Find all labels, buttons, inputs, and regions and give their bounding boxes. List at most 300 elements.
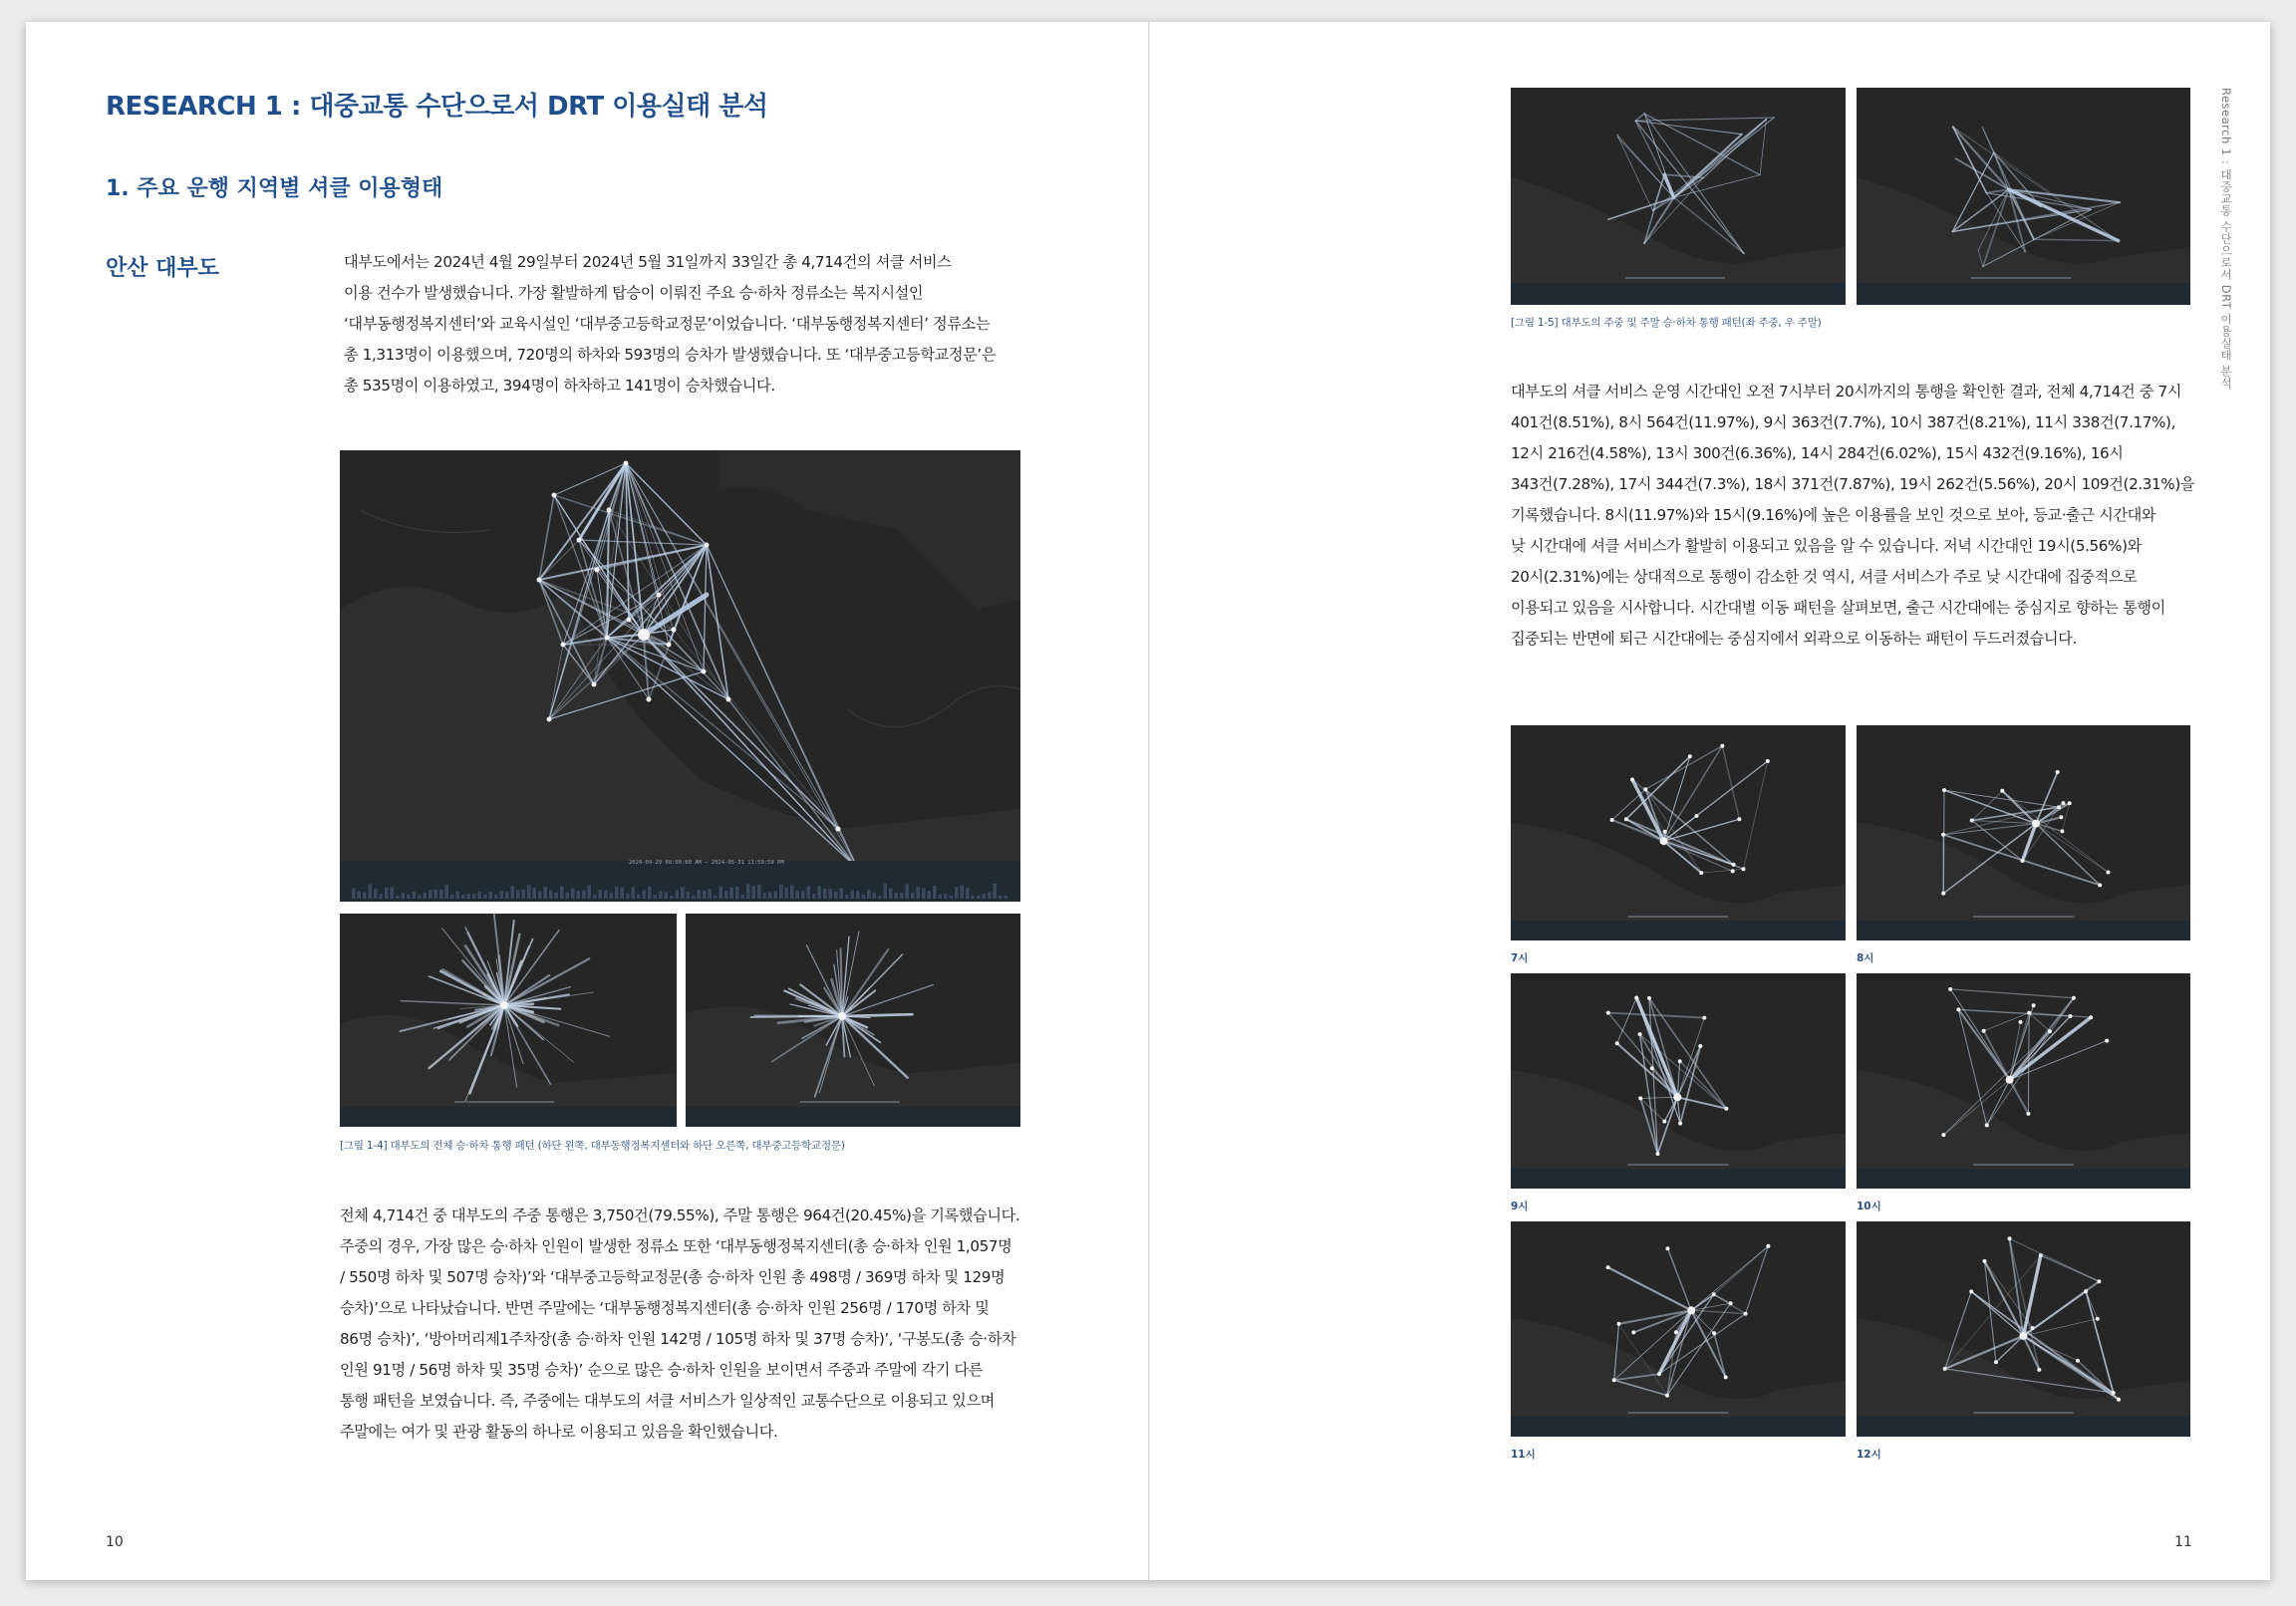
flow-line: [2010, 1080, 2029, 1114]
timeline-bar: [566, 893, 570, 899]
stop-node: [1994, 1360, 1998, 1364]
flow-line: [842, 985, 933, 1017]
stop-node: [2061, 801, 2065, 805]
flow-line: [1972, 820, 2036, 823]
timeline-bar: [709, 889, 713, 899]
timeline-bar: [692, 896, 696, 899]
timeline-bar: [785, 888, 789, 899]
analysis-line: 승차)’으로 나타났습니다. 반면 주말에는 ‘대부동행정복지센터(총 승·하차 인원 256명 / 170명 하차 및: [340, 1299, 990, 1317]
timeline-bar: [719, 887, 723, 899]
timeline-bar: [933, 886, 937, 899]
stop-node: [1612, 1378, 1616, 1382]
flow-line: [1635, 118, 1774, 121]
flow-line: [2029, 1013, 2050, 1032]
timeline-bar: [724, 891, 728, 899]
stop-node: [2037, 1368, 2041, 1372]
timeline-bar: [983, 894, 987, 899]
flow-line: [2023, 1255, 2040, 1336]
stop-node: [2026, 1112, 2030, 1116]
intro-line: 총 1,313명이 이용했으며, 720명의 하차와 593명의 승차가 발생했습니다. 또 ‘대부중고등학교정문’은: [344, 346, 997, 364]
timeline-bar: [746, 884, 750, 899]
stop-node: [1737, 817, 1741, 821]
analysis-paragraph-right: [1511, 377, 2198, 655]
stop-node: [1712, 1331, 1716, 1335]
timeline-bar: [407, 895, 411, 899]
timeline-bar: [654, 895, 658, 899]
flow-line: [1987, 1080, 2010, 1126]
flow-line: [2036, 824, 2108, 873]
analysis-line: 인원 91명 / 56명 하차 및 35명 승차)’ 순으로 많은 승·하차 인원을 보이면서 주중과 주말에 각기 다른: [340, 1361, 984, 1379]
stop-node: [2006, 1076, 2014, 1084]
map-hour-11: [1511, 1221, 1846, 1437]
flow-line: [2009, 189, 2119, 240]
timeline-bar: [917, 887, 921, 899]
flow-line: [1984, 1031, 2010, 1080]
flow-line: [2009, 189, 2092, 209]
stop-node: [2057, 805, 2061, 809]
flow-line: [1943, 790, 1944, 894]
intro-line: 총 535명이 이용하였고, 394명이 하차하고 141명이 승차했습니다.: [344, 377, 775, 395]
timeline-bar: [939, 895, 943, 899]
running-head: Research 1 : 대중교통 수단으로서 DRT 이용실태 분석: [2219, 88, 2233, 390]
stop-node: [1943, 1367, 1947, 1371]
timeline-bar: [752, 886, 756, 899]
timeline-bar: [966, 888, 970, 899]
timeline-bar: [615, 887, 619, 899]
timeline-bar: [604, 891, 608, 899]
timeline-bar: [994, 884, 998, 899]
timeline-bar: [402, 893, 406, 899]
timeline-bar: [999, 896, 1003, 899]
timeline-bar: [834, 892, 838, 899]
timeline-bar: [977, 896, 981, 899]
analysis-line: 전체 4,714건 중 대부도의 주중 통행은 3,750건(79.55%), 주말 통행은 964건(20.45%)을 기록했습니다.: [340, 1206, 1020, 1224]
stop-node: [1606, 1011, 1610, 1015]
timeline-bar: [418, 895, 422, 899]
stop-node: [2084, 1289, 2088, 1293]
flow-line: [1644, 114, 1744, 254]
flow-line: [842, 1014, 912, 1016]
timeline-bar: [413, 892, 417, 899]
stop-node: [1969, 1289, 1973, 1293]
timeline-bar: [670, 896, 674, 899]
stop-node: [2068, 801, 2072, 805]
timeline-bar: [779, 885, 783, 899]
timeline-bar: [599, 890, 603, 899]
stop-node: [1610, 818, 1614, 822]
timeline-bar: [1004, 896, 1008, 899]
timeline-bar: [741, 895, 745, 899]
timeline-bar: [763, 893, 767, 899]
map-weekday: [1511, 88, 1846, 305]
intro-line: ‘대부동행정복지센터’와 교육시설인 ‘대부중고등학교정문’이었습니다. ‘대부동행정복지센터’ 정류소는: [344, 315, 991, 333]
timeline-bar: [906, 885, 910, 899]
flow-line: [1996, 1336, 2023, 1362]
flow-lines: [1943, 772, 2108, 894]
flow-line: [1626, 819, 1744, 869]
flow-line: [1635, 121, 1741, 134]
analysis-line: / 550명 하차 및 507명 승차)’와 ‘대부중고등학교정문(총 승·하차 인원 총 498명 / 369명 하차 및 129명: [340, 1268, 1005, 1286]
analysis-line: 낮 시간대에 셔클 서비스가 활발히 이용되고 있음을 알 수 있습니다. 저녁 시간대인 19시(5.56%)와: [1511, 537, 2142, 555]
timeline-bar: [862, 895, 866, 899]
stop-node: [624, 461, 629, 466]
timeline-bar: [533, 888, 537, 899]
stop-node: [1695, 814, 1699, 818]
timeline-bar: [505, 892, 509, 899]
flow-line: [1950, 989, 2009, 1080]
timeline-bar: [884, 884, 888, 899]
stop-node: [647, 697, 652, 702]
flow-line: [1944, 790, 2036, 824]
stop-node: [1678, 1122, 1682, 1126]
hour-label-12: 12시: [1857, 1449, 1881, 1461]
flow-line: [609, 510, 707, 545]
timeline-bar: [358, 892, 362, 899]
stop-node: [1663, 830, 1667, 834]
stop-node: [2060, 829, 2064, 833]
analysis-line: 주중의 경우, 가장 많은 승·하차 인원이 발생한 정류소 또한 ‘대부동행정복지센터(총 승·하차 인원 1,057명: [340, 1237, 1012, 1255]
timeline-bar: [955, 887, 959, 899]
stop-node: [1660, 837, 1668, 845]
stop-node: [2112, 1391, 2116, 1395]
flow-line: [1691, 1310, 1745, 1313]
hour-label-7: 7시: [1511, 952, 1529, 964]
timeline-bar: [911, 893, 915, 899]
flow-line: [1635, 121, 1744, 253]
flow-line: [2034, 239, 2119, 240]
timeline-bar: [812, 894, 816, 899]
timeline-bar: [434, 890, 438, 899]
flow-line: [1644, 114, 1760, 175]
stop-node: [667, 643, 672, 648]
stop-node: [1631, 1330, 1635, 1334]
timeline-bar: [768, 892, 772, 899]
stop-node: [1724, 1107, 1728, 1111]
hour-label-9: 9시: [1511, 1201, 1529, 1212]
timeline-bar: [714, 896, 718, 899]
analysis-line: 통행 패턴을 보였습니다. 즉, 주중에는 대부도의 셔클 서비스가 일상적인 교통수단으로 이용되고 있으며: [340, 1392, 995, 1410]
stop-node: [1941, 1133, 1945, 1137]
timeline-bar: [467, 894, 471, 899]
timeline-bar: [489, 892, 493, 899]
analysis-line: 이용되고 있음을 시사합니다. 시간대별 이동 패턴을 살펴보면, 출근 시간대에는 중심지로 향하는 통행이: [1511, 599, 2165, 617]
stop-node: [1656, 1152, 1660, 1156]
timeline-bar: [391, 888, 395, 899]
timeline-bar: [621, 888, 625, 899]
timeline-bar: [593, 895, 597, 899]
timeline-bar: [478, 892, 482, 899]
stop-node: [2098, 883, 2102, 887]
stop-node: [2032, 820, 2040, 828]
stop-node: [2105, 1039, 2109, 1043]
stop-node: [702, 669, 707, 674]
flow-line: [1608, 1267, 1692, 1310]
timeline-bar: [900, 893, 904, 899]
analysis-paragraph-left: [340, 1201, 1037, 1448]
timeline-bar: [385, 888, 389, 899]
timeline-bar: [461, 895, 465, 899]
stop-node: [1724, 1375, 1728, 1379]
timeline-bar: [396, 896, 400, 899]
stop-node: [672, 628, 677, 633]
timeline-bar: [703, 891, 707, 899]
flow-line: [1664, 174, 1673, 197]
stop-node: [1731, 869, 1735, 873]
stop-node: [1970, 819, 1974, 823]
stop-node: [1647, 996, 1651, 1000]
stop-node: [1982, 1029, 1986, 1033]
timeline-bar: [796, 891, 800, 899]
flow-line: [1653, 120, 1767, 211]
timeline-bar: [516, 890, 520, 899]
timeline-bar: [424, 893, 428, 899]
flow-line: [1636, 998, 1677, 1098]
flow-line: [1701, 869, 1743, 873]
stop-node: [2021, 859, 2025, 863]
map-school-gate: [686, 914, 1020, 1127]
flow-line: [704, 545, 707, 671]
flow-lines: [1612, 746, 1768, 873]
stop-node: [595, 568, 600, 573]
map-hour-10: [1857, 973, 2190, 1189]
timeline-bar: [840, 888, 844, 899]
stop-node: [1941, 892, 1945, 896]
stop-node: [2059, 815, 2063, 819]
stop-node: [1643, 787, 1647, 791]
flow-line: [1674, 197, 1744, 253]
stop-node: [1948, 987, 1952, 991]
stop-node: [1624, 817, 1628, 821]
stop-node: [2097, 1279, 2101, 1283]
flow-line: [2002, 791, 2108, 873]
timeline-bar: [659, 891, 663, 899]
timeline-bar: [895, 893, 899, 899]
timeline-bar: [632, 887, 636, 899]
timeline-bar: [730, 888, 734, 899]
stop-node: [2072, 996, 2076, 1000]
stop-node: [2000, 789, 2004, 793]
stop-node: [2107, 871, 2111, 875]
stop-node: [1941, 833, 1945, 837]
map-welfare-center: [340, 914, 677, 1127]
main-map-timestamp: 2024-04-29 08:00:00 AM – 2024-05-31 11:59:59 PM: [629, 860, 784, 866]
analysis-line: 기록했습니다. 8시(11.97%)와 15시(9.16%)에 높은 이용률을 보인 것으로 보아, 등교·출근 시간대와: [1511, 506, 2156, 524]
stop-node: [1657, 1372, 1661, 1376]
timeline-bar: [472, 894, 476, 899]
timeline-bar: [380, 894, 384, 899]
flow-line: [1722, 746, 1739, 820]
timeline-bar: [790, 886, 794, 899]
map-hour-9: [1511, 973, 1846, 1189]
timeline-bar: [867, 890, 871, 899]
timeline-bar: [571, 889, 575, 899]
hour-label-11: 11시: [1511, 1449, 1536, 1461]
stop-node: [638, 629, 650, 641]
timeline-bar: [823, 889, 827, 899]
flow-line: [1943, 824, 2036, 835]
stop-node: [2048, 1029, 2052, 1033]
map-hour-8: [1857, 725, 2190, 940]
timeline-bar: [889, 889, 893, 899]
flow-line: [842, 990, 875, 1016]
stop-node: [2117, 1398, 2121, 1402]
timeline-bar: [988, 892, 992, 899]
flow-line: [2041, 1255, 2100, 1281]
timeline-bar: [610, 893, 614, 899]
analysis-line: 401건(8.51%), 8시 564건(11.97%), 9시 363건(7.7%), 10시 387건(8.21%), 11시 338건(7.17%),: [1511, 413, 2176, 431]
timeline-bar: [961, 886, 965, 899]
stop-node: [2089, 1015, 2093, 1019]
stop-node: [1650, 1066, 1654, 1070]
stop-node: [2069, 1014, 2073, 1018]
timeline-bar: [369, 885, 373, 899]
stop-node: [2008, 1236, 2012, 1240]
timeline-bar: [588, 886, 592, 899]
timeline-bar: [527, 885, 531, 899]
flow-line: [1635, 114, 1644, 121]
timeline-bar: [801, 891, 805, 899]
timeline-bar: [735, 887, 739, 899]
timeline-bar: [648, 887, 652, 899]
timeline-bar: [829, 889, 833, 899]
map-weekend: [1857, 88, 2190, 305]
timeline-bar: [500, 891, 504, 899]
stop-node: [607, 508, 612, 513]
timeline-bar: [676, 891, 680, 899]
timeline-bar: [577, 891, 581, 899]
stop-node: [1615, 1041, 1619, 1045]
timeline-bar: [456, 892, 460, 899]
stop-node: [1712, 1292, 1716, 1296]
flow-line: [1714, 1333, 1726, 1377]
stop-node: [2019, 1332, 2027, 1340]
timeline-bar: [922, 888, 926, 899]
timeline-bar: [972, 896, 976, 899]
timeline-bar: [637, 895, 641, 899]
analysis-line: 20시(2.31%)에는 상대적으로 통행이 감소한 것 역시, 셔클 서비스가 주로 낮 시간대에 집중적으로: [1511, 568, 2138, 586]
flow-line: [1644, 197, 1674, 243]
stop-node: [1688, 754, 1692, 758]
stop-node: [1662, 1120, 1666, 1124]
timeline-bar: [544, 887, 548, 899]
hour-label-8: 8시: [1857, 952, 1874, 964]
timeline-bar: [687, 892, 691, 899]
stop-node: [1666, 1246, 1670, 1250]
stop-node: [2027, 1011, 2031, 1015]
intro-line: 이용 건수가 발생했습니다. 가장 활발하게 탑승이 이뤄진 주요 승·하차 정류소는 복지시설인: [344, 284, 924, 302]
stop-node: [552, 493, 557, 498]
stop-node: [577, 538, 582, 543]
stop-node: [1606, 1265, 1610, 1269]
flow-line: [1608, 1013, 1705, 1018]
stop-node: [2032, 1003, 2036, 1007]
timeline-bar: [845, 895, 849, 899]
flow-line: [401, 1001, 504, 1005]
stop-node: [1673, 1093, 1681, 1101]
stop-node: [1942, 788, 1946, 792]
timeline-bar: [757, 885, 761, 899]
page-number-right: 11: [2174, 1534, 2192, 1550]
section-title: 1. 주요 운행 지역별 셔클 이용형태: [106, 176, 443, 201]
stop-node: [2096, 1317, 2100, 1321]
timeline-bar: [522, 890, 526, 899]
timeline-bar: [626, 894, 630, 899]
intro-paragraph: [344, 247, 1031, 402]
stop-node: [1729, 1301, 1733, 1305]
stop-node: [1732, 863, 1736, 867]
region-title: 안산 대부도: [106, 256, 219, 281]
stop-node: [2019, 1020, 2023, 1024]
stop-node: [1983, 1259, 1987, 1263]
analysis-line: 86명 승차)’, ‘방아머리제1주차장(총 승·하차 인원 142명 / 105명 하차 및 37명 승차)’, ‘구봉도(총 승·하차: [340, 1330, 1016, 1348]
timeline-bar: [374, 889, 378, 899]
analysis-line: 343건(7.28%), 17시 344건(7.3%), 18시 371건(7.87%), 19시 262건(5.56%), 20시 109건(2.31%)을: [1511, 475, 2195, 493]
timeline-bar: [950, 896, 954, 899]
stop-node: [537, 578, 542, 583]
stop-node: [2056, 770, 2060, 774]
stop-node: [1674, 1330, 1678, 1334]
timeline-bar: [807, 887, 811, 899]
book-gutter: [1148, 22, 1150, 1580]
timeline-bar: [352, 888, 356, 899]
stop-node: [2031, 1326, 2035, 1330]
stop-node: [1699, 871, 1703, 875]
flow-line: [1691, 1294, 1714, 1310]
page-number-left: 10: [106, 1534, 124, 1550]
stop-node: [1956, 1007, 1960, 1011]
flow-line: [1950, 989, 2074, 998]
stop-node: [726, 697, 731, 702]
timeline-bar: [538, 892, 542, 899]
stop-node: [1766, 1244, 1770, 1248]
stop-node: [1630, 778, 1634, 782]
flow-line: [1703, 120, 1766, 178]
timeline-bar: [681, 887, 685, 899]
timeline-bar: [873, 893, 877, 899]
stop-node: [1687, 1306, 1695, 1314]
timeline-bar: [818, 886, 822, 899]
stop-node: [605, 636, 610, 641]
timeline-bar: [445, 885, 449, 899]
stop-node: [1617, 1322, 1621, 1326]
flow-line: [1958, 1009, 2009, 1079]
timeline-bar: [774, 891, 778, 899]
flow-line: [2009, 1238, 2039, 1370]
analysis-line: 주말에는 여가 및 관광 활동의 하나로 이용되고 있음을 확인했습니다.: [340, 1423, 778, 1441]
timeline-bar: [560, 887, 564, 899]
timeline-bar: [944, 894, 948, 899]
timeline-bar: [429, 890, 432, 899]
stop-node: [561, 643, 566, 648]
stop-node: [657, 593, 662, 598]
timeline-bar: [511, 886, 515, 899]
timeline-bar: [582, 890, 586, 899]
stop-node: [1985, 1123, 1989, 1127]
timeline-bar: [494, 895, 498, 899]
timeline-bar: [555, 893, 559, 899]
flow-line: [1659, 1294, 1714, 1374]
stop-node: [1634, 996, 1638, 1000]
timeline-bar: [450, 895, 454, 899]
timeline-bar: [549, 890, 553, 899]
stop-node: [1702, 1016, 1706, 1020]
figure-1-5-caption: [그림 1-5] 대부도의 주중 및 주말 승·하차 통행 패턴(좌 주중, 우 주말): [1511, 317, 1822, 329]
stop-node: [2039, 1253, 2043, 1257]
main-flow-map: [340, 450, 1020, 902]
timeline-bar: [698, 890, 702, 899]
flow-line: [2036, 824, 2100, 886]
stop-node: [1665, 1394, 1669, 1398]
